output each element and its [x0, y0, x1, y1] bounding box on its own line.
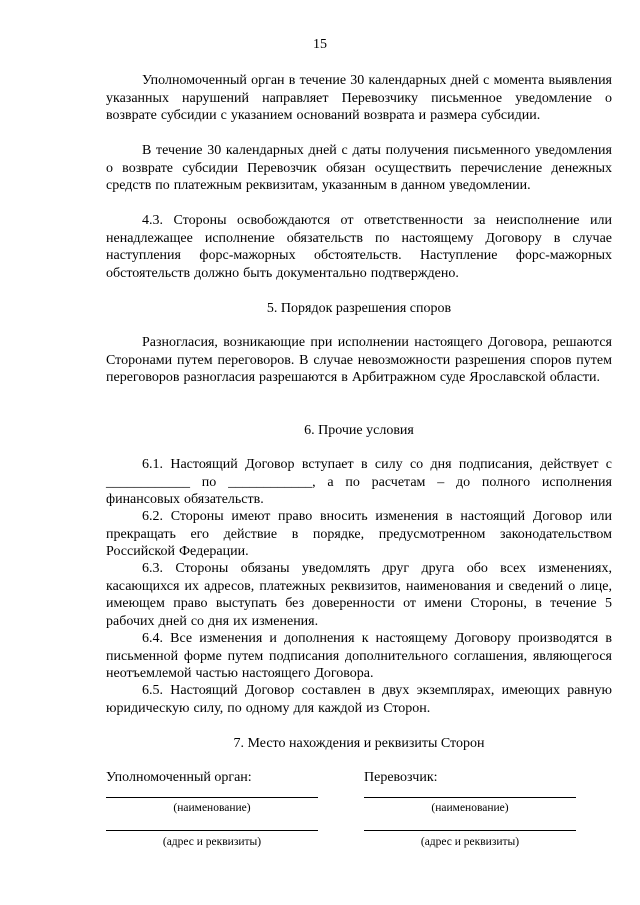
section-6-heading: 6. Прочие условия — [304, 423, 414, 438]
right-address-line — [364, 830, 576, 831]
left-address-caption: (адрес и реквизиты) — [162, 836, 262, 848]
paragraph-5-disputes: Разногласия, возникающие при исполнении настоящего Договора, решаются Сторонами путем переговоров. В случае невозможности разрешения споров путем переговоров разногласия разрешаются в Арбитражном суде Ярославской области. — [106, 335, 612, 386]
paragraph-refund-notice: Уполномоченный орган в течение 30 календарных дней с момента выявления указанных нарушений направляет Перевозчику письменное уведомление о возврате субсидии с указанием оснований возврата и размера субсидии. — [106, 73, 612, 124]
paragraph-6-5: 6.5. Настоящий Договор составлен в двух экземплярах, имеющих равную юридическую силу, по одному для каждой из Сторон. — [106, 683, 612, 716]
paragraph-6-3: 6.3. Стороны обязаны уведомлять друг друга обо всех изменениях, касающихся их адресов, платежных реквизитов, наименования и сведений о лице, имеющем право выступать без доверенности от имени Стороны, в течение 5 рабочих дней со дня их изменения. — [106, 561, 612, 629]
paragraph-6-1: 6.1. Настоящий Договор вступает в силу со дня подписания, действует с ____________ по ____________, а по расчетам – до полного исполнения финансовых обязательств. — [106, 457, 612, 508]
left-party-label: Уполномоченный орган: — [106, 770, 252, 785]
paragraph-refund-transfer: В течение 30 календарных дней с даты получения письменного уведомления о возврате субсидии Перевозчик обязан осуществить перечисление денежных средств по платежным реквизитам, указанным в данном уведомлении. — [106, 143, 612, 194]
right-name-caption: (наименование) — [431, 802, 509, 814]
paragraph-6-2: 6.2. Стороны имеют право вносить изменения в настоящий Договор или прекращать его действие в порядке, предусмотренном законодательством Российской Федерации. — [106, 509, 612, 560]
left-name-caption: (наименование) — [173, 802, 251, 814]
section-7-heading: 7. Место нахождения и реквизиты Сторон — [233, 736, 485, 751]
section-5-heading: 5. Порядок разрешения споров — [266, 301, 452, 316]
right-party-label: Перевозчик: — [364, 770, 438, 785]
left-name-line — [106, 797, 318, 798]
right-address-caption: (адрес и реквизиты) — [420, 836, 520, 848]
paragraph-6-4: 6.4. Все изменения и дополнения к настоящему Договору производятся в письменной форме путем подписания дополнительного соглашения, являющегося неотъемлемой частью настоящего Договора. — [106, 631, 612, 682]
left-address-line — [106, 830, 318, 831]
page-number: 15 — [313, 37, 327, 52]
paragraph-4-3-force-majeure: 4.3. Стороны освобождаются от ответственности за неисполнение или ненадлежащее исполнение обязательств по настоящему Договору в случае наступления форс-мажорных обстоятельств. Наступление форс-мажорных обстоятельств должно быть документально подтверждено. — [106, 213, 612, 281]
right-name-line — [364, 797, 576, 798]
